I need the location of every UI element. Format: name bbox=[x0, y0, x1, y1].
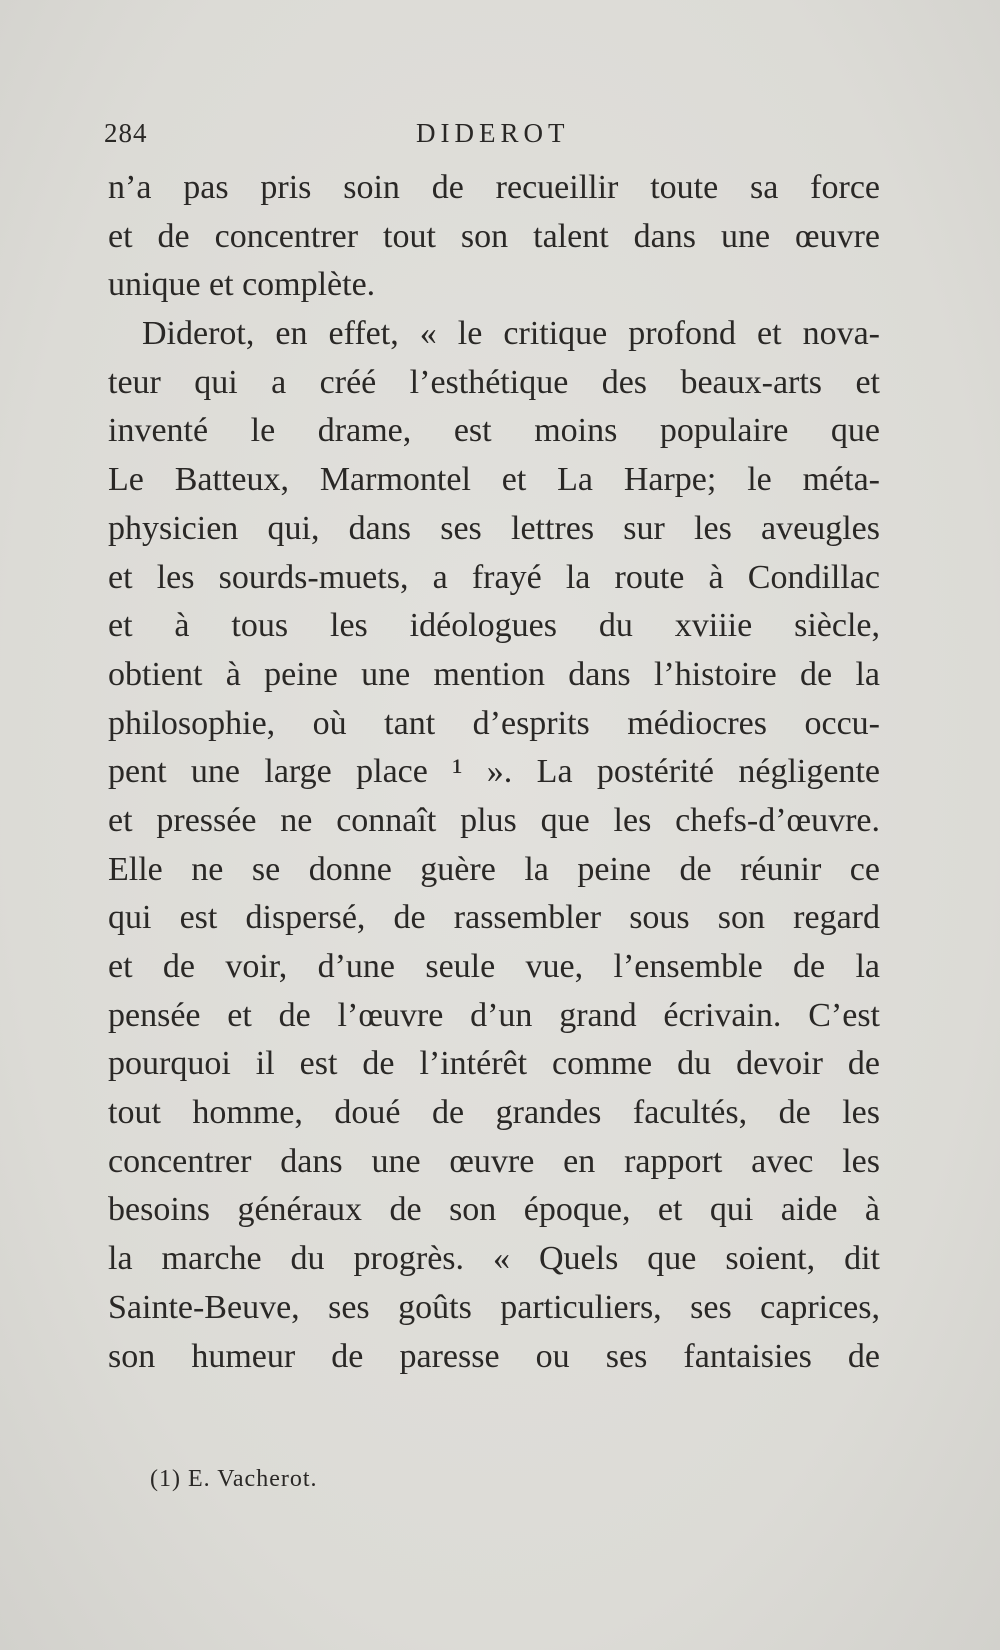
text-line: n’a pas pris soin de recueillir toute sa force bbox=[108, 169, 880, 206]
text-line: obtient à peine une mention dans l’histoire de la bbox=[108, 655, 880, 693]
text-line: physicien qui, dans ses lettres sur les aveugles bbox=[108, 509, 880, 547]
text-line: unique et complète. bbox=[108, 266, 376, 304]
text-line: Sainte-Beuve, ses goûts particuliers, ses caprices, bbox=[108, 1288, 880, 1326]
body-text bbox=[108, 164, 880, 1381]
text-line: pensée et de l’œuvre d’un grand écrivain. C’est bbox=[108, 996, 880, 1034]
text-line: inventé le drame, est moins populaire que bbox=[108, 412, 880, 450]
text-line: et de concentrer tout son talent dans une œuvre bbox=[108, 217, 880, 255]
text-line: et de voir, d’une seule vue, l’ensemble de la bbox=[108, 948, 880, 985]
text-line: Le Batteux, Marmontel et La Harpe; le méta- bbox=[108, 461, 880, 499]
text-line: Elle ne se donne guère la peine de réunir ce bbox=[108, 850, 880, 888]
text-line: philosophie, où tant d’esprits médiocres occu- bbox=[108, 704, 880, 742]
text-line: teur qui a créé l’esthétique des beaux-arts et bbox=[108, 363, 880, 401]
text-line: tout homme, doué de grandes facultés, de les bbox=[108, 1094, 880, 1132]
footnote: (1) E. Vacherot. bbox=[150, 1466, 318, 1492]
text-line: besoins généraux de son époque, et qui aide à bbox=[108, 1191, 880, 1229]
text-line: pent une large place ¹ ». La postérité négligente bbox=[108, 753, 880, 791]
text-line: son humeur de paresse ou ses fantaisies de bbox=[108, 1337, 880, 1375]
text-line: pourquoi il est de l’intérêt comme du devoir de bbox=[108, 1045, 880, 1083]
text-line: et pressée ne connaît plus que les chefs-d’œuvre. bbox=[108, 801, 880, 839]
page-number: 284 bbox=[104, 118, 148, 148]
text-line: et les sourds-muets, a frayé la route à Condillac bbox=[108, 558, 880, 596]
text-line: la marche du progrès. « Quels que soient, dit bbox=[108, 1240, 880, 1278]
page-header bbox=[104, 112, 878, 152]
text-line: concentrer dans une œuvre en rapport avec les bbox=[108, 1142, 880, 1180]
running-title: DIDEROT bbox=[416, 118, 570, 148]
text-line: et à tous les idéologues du xviiie siècle, bbox=[108, 607, 880, 645]
text-line: Diderot, en effet, « le critique profond et nova- bbox=[142, 315, 880, 353]
text-line: qui est dispersé, de rassembler sous son regard bbox=[108, 899, 880, 937]
